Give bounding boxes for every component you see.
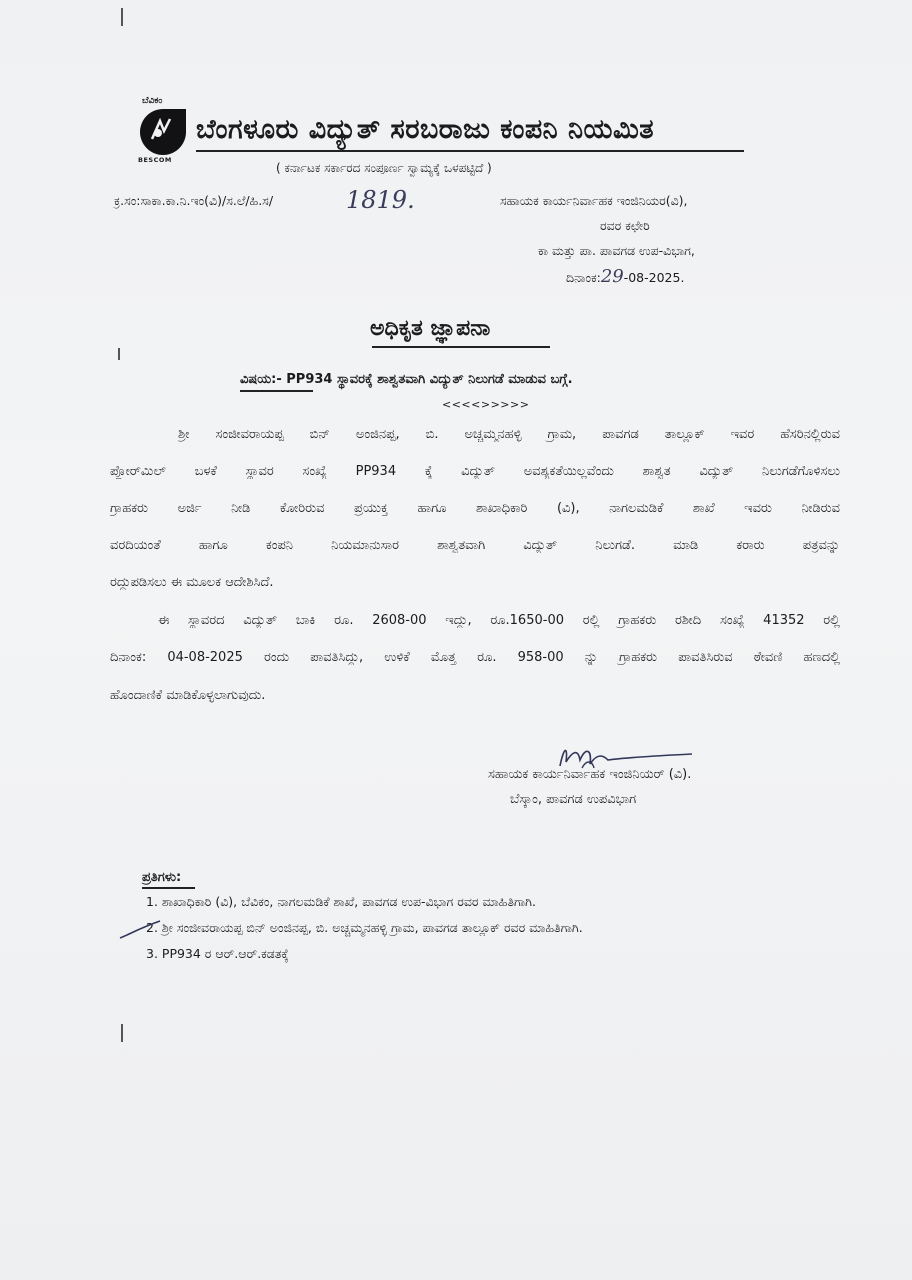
paragraph-1-line: ಶ್ರೀ ಸಂಜೀವರಾಯಪ್ಪ ಬಿನ್ ಅಂಜಿನಪ್ಪ, ಬಿ. ಅಚ್ಚಮ್ಮನಹಳ್ಳಿ ಗ್ರಾಮ, ಪಾವಗಡ ತಾಲ್ಲೂಕ್ ಇವರ ಹೆಸರಿನಲ್ಲಿರುವ: [178, 427, 840, 442]
separator: <<<<>>>>>: [442, 398, 530, 411]
handwritten-tick-mark: [116, 918, 166, 942]
paragraph-1-line: ಪ್ಲೋರ್‌ಮಿಲ್ ಬಳಕೆ ಸ್ಥಾವರ ಸಂಖ್ಯೆ PP934 ಕ್ಕೆ ವಿದ್ಯುತ್ ಅವಶ್ಯಕತೆಯಿಲ್ಲವೆಂದು ಶಾಶ್ವತ ವಿದ್ಯುತ್ ನಿಲುಗಡೆಗೊಳಿಸಲು: [110, 464, 840, 479]
title-underline: [372, 346, 550, 348]
subject-label: ವಿಷಯ:-: [240, 372, 282, 387]
copies-heading-underline: [142, 887, 195, 889]
paragraph-2-line: ಹೊಂದಾಣಿಕೆ ಮಾಡಿಕೊಳ್ಳಲಾಗುವುದು.: [110, 688, 266, 703]
subject-line: [240, 372, 573, 387]
copies-heading: ಪ್ರತಿಗಳು:: [142, 870, 182, 885]
handwritten-reference-number: 1819.: [346, 186, 415, 214]
bescom-logo: [132, 96, 196, 170]
margin-mark: [121, 1024, 123, 1042]
signature-office: ಬೆಸ್ಕಾಂ, ಪಾವಗಡ ಉಪವಿಭಾಗ: [510, 792, 637, 807]
reference-number-text: ಕ್ರ.ಸಂ:ಸಾಕಾ.ಕಾ.ನಿ.ಇಂ(ವಿ)/ಸ.ಲೆ/ಹಿ.ಸ/: [114, 193, 274, 208]
office-line-1: ಸಹಾಯಕ ಕಾರ್ಯನಿರ್ವಾಹಕ ಇಂಜಿನಿಯರ(ವಿ),: [500, 193, 688, 208]
company-name: ಬೆಂಗಳೂರು ವಿದ್ಯುತ್ ಸರಬರಾಜು ಕಂಪನಿ ನಿಯಮಿತ: [196, 114, 655, 145]
copy-list-item: 1. ಶಾಖಾಧಿಕಾರಿ (ವಿ), ಬೆವಿಕಂ, ನಾಗಲಮಡಿಕೆ ಶಾಖೆ, ಪಾವಗಡ ಉಪ-ವಿಭಾಗ ರವರ ಮಾಹಿತಿಗಾಗಿ.: [146, 894, 536, 909]
paragraph-1-line: ಗ್ರಾಹಕರು ಅರ್ಜಿ ನೀಡಿ ಕೋರಿರುವ ಪ್ರಯುಕ್ತ ಹಾಗೂ ಶಾಖಾಧಿಕಾರಿ (ವಿ), ನಾಗಲಮಡಿಕೆ ಶಾಖೆ ಇವರು ನೀಡಿರುವ: [110, 501, 840, 516]
margin-mark: [118, 348, 120, 360]
subject-label-underline: [240, 390, 313, 392]
date-rest: -08-2025.: [623, 270, 685, 285]
paragraph-1-line: ವರದಿಯಂತೆ ಹಾಗೂ ಕಂಪನಿ ನಿಯಮಾನುಸಾರ ಶಾಶ್ವತವಾಗಿ ವಿದ್ಯುತ್ ನಿಲುಗಡೆ. ಮಾಡಿ ಕರಾರು ಪತ್ರವನ್ನು: [110, 538, 840, 553]
copy-list-item: 2. ಶ್ರೀ ಸಂಜೀವರಾಯಪ್ಪ ಬಿನ್ ಅಂಜಿನಪ್ಪ, ಬಿ. ಅಚ್ಚಮ್ಮನಹಳ್ಳಿ ಗ್ರಾಮ, ಪಾವಗಡ ತಾಲ್ಲೂಕ್ ರವರ ಮಾಹಿತಿಗಾಗಿ.: [146, 920, 583, 935]
office-line-2: ರವರ ಕಛೇರಿ: [600, 218, 650, 233]
paragraph-2-line: ದಿನಾಂಕ: 04-08-2025 ರಂದು ಪಾವತಿಸಿದ್ದು, ಉಳಿಕೆ ಮೊತ್ತ ರೂ. 958-00 ನ್ನು ಗ್ರಾಹಕರು ಪಾವತಿಸಿರುವ ಠೇವಣಿ ಹಣದಲ್ಲಿ: [110, 650, 840, 665]
paragraph-1-line: ರದ್ದುಪಡಿಸಲು ಈ ಮೂಲಕ ಆದೇಶಿಸಿದೆ.: [110, 575, 274, 590]
office-date: [566, 266, 684, 287]
document-title: ಅಧಿಕೃತ ಜ್ಞಾಪನಾ: [370, 316, 491, 341]
paragraph-2-line: ಈ ಸ್ಥಾವರದ ವಿದ್ಯುತ್ ಬಾಕಿ ರೂ. 2608-00 ಇದ್ದು, ರೂ.1650-00 ರಲ್ಲಿ ಗ್ರಾಹಕರು ರಶೀದಿ ಸಂಖ್ಯೆ 41352 ರಲ್ಲಿ: [158, 613, 840, 628]
handwritten-date-day: 29: [600, 266, 624, 287]
copy-list-item: 3. PP934 ರ ಆರ್.ಆರ್.ಕಡತಕ್ಕೆ: [146, 946, 289, 961]
date-label: ದಿನಾಂಕ:: [566, 270, 601, 285]
office-line-3: ಕಾ ಮತ್ತು ಪಾ. ಪಾವಗಡ ಉಪ-ವಿಭಾಗ,: [538, 243, 695, 258]
reference-number: [114, 193, 273, 209]
subject-text: PP934 ಸ್ಥಾವರಕ್ಕೆ ಶಾಶ್ವತವಾಗಿ ವಿದ್ಯುತ್ ನಿಲುಗಡೆ ಮಾಡುವ ಬಗ್ಗೆ.: [281, 372, 573, 387]
signature-designation: ಸಹಾಯಕ ಕಾರ್ಯನಿರ್ವಾಹಕ ಇಂಜಿನಿಯರ್ (ವಿ).: [488, 767, 692, 782]
logo-top-text: ಬೆವಿಕಂ: [142, 96, 163, 106]
company-name-underline: [196, 150, 744, 152]
logo-bottom-text: BESCOM: [138, 156, 172, 164]
bescom-emblem-icon: [140, 109, 186, 155]
margin-mark: [121, 8, 123, 26]
company-subtitle: ( ಕರ್ನಾಟಕ ಸರ್ಕಾರದ ಸಂಪೂರ್ಣ ಸ್ವಾಮ್ಯಕ್ಕೆ ಒಳಪಟ್ಟಿದೆ ): [276, 161, 492, 175]
